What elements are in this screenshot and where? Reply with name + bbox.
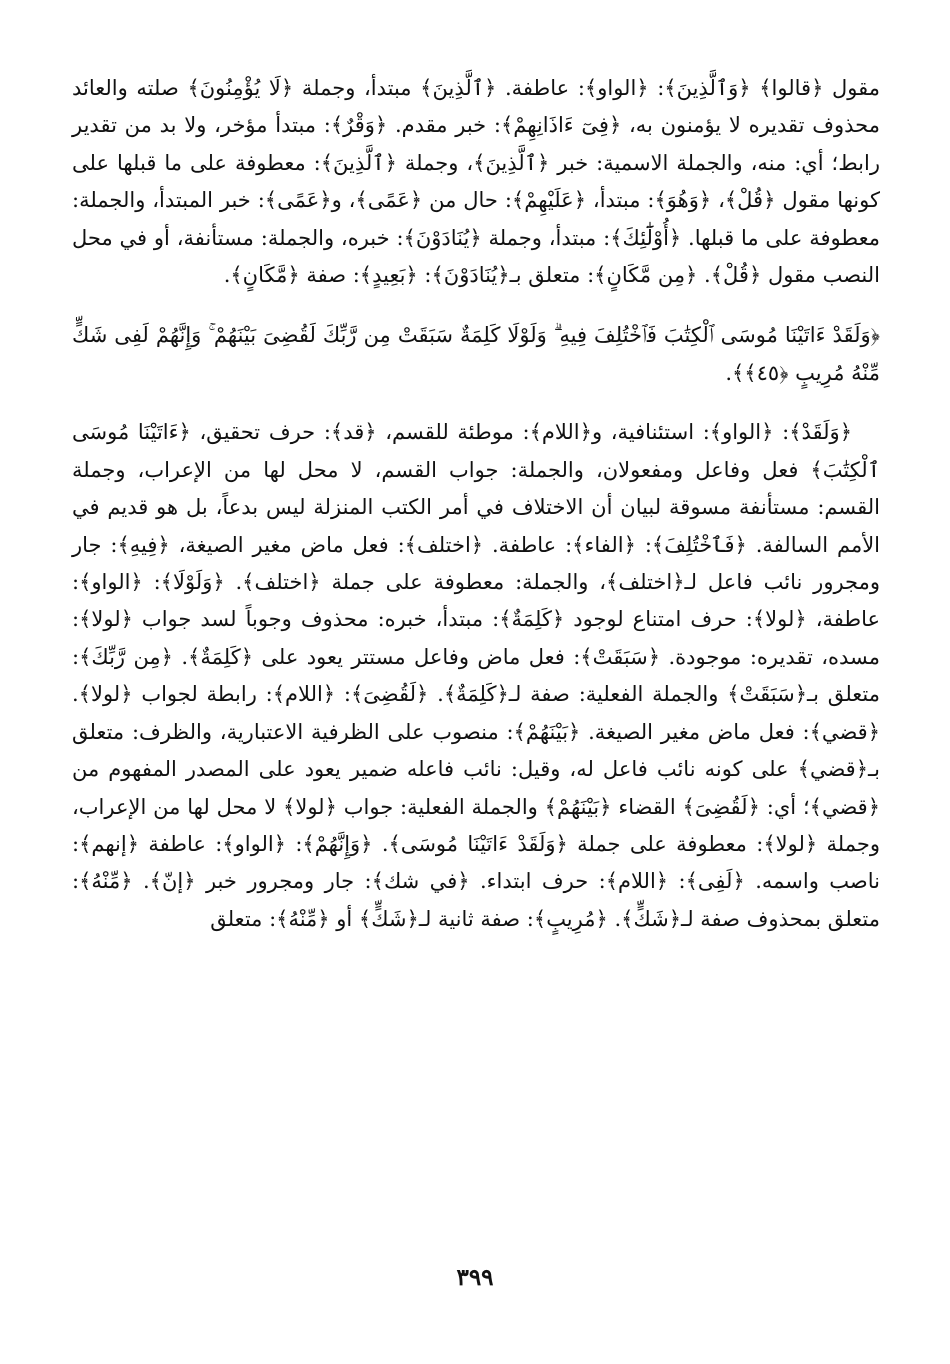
paragraph-grammar-analysis-1: مقول ﴿قالوا﴾ ﴿وَٱلَّذِينَ﴾: ﴿الواو﴾: عاطفة. ﴿ٱلَّذِينَ﴾ مبتدأ، وجملة ﴿لَا يُؤْمِنُونَ﴾ صلته والعائد محذوف تقديره لا يؤمنون به، ﴿فِىٓ ءَاذَانِهِمْ﴾: خبر مقدم. ﴿وَقْرٌ﴾: مبتدأ مؤخر، ولا بد من تقدير رابط؛ أي: منه، والجملة الاسمية: خبر ﴿ٱلَّذِينَ﴾، وجملة ﴿ٱلَّذِينَ﴾: معطوفة على ما قبلها على كونها مقول ﴿قُلْ﴾، ﴿وَهُوَ﴾: مبتدأ، ﴿عَلَيْهِمْ﴾: حال من ﴿عَمًى﴾، و﴿عَمًى﴾: خبر المبتدأ، والجملة: معطوفة على ما قبلها. ﴿أُوْلَٰٓئِكَ﴾: مبتدأ، وجملة ﴿يُنَادَوْنَ﴾: خبره، والجملة: مستأنفة، أو في محل النصب مقول ﴿قُلْ﴾. ﴿مِن مَّكَانٍ﴾: متعلق بـ﴿يُنَادَوْنَ﴾: ﴿بَعِيدٍ﴾: صفة ﴿مَّكَانٍ﴾. [72,76,880,288]
quran-verse-45: ﴿وَلَقَدْ ءَاتَيْنَا مُوسَى ٱلْكِتَٰبَ فَٱخْتُلِفَ فِيهِ ۗ وَلَوْلَا كَلِمَةٌ سَبَقَتْ مِن رَّبِّكَ لَقُضِىَ بَيْنَهُمْ ۚ وَإِنَّهُمْ لَفِى شَكٍّ مِّنْهُ مُرِيبٍ ﴿٤٥﴾﴾. [72,323,880,386]
page-body [72,70,880,938]
paragraph-grammar-analysis-2: ﴿وَلَقَدْ﴾: ﴿الواو﴾: استئنافية، و﴿اللام﴾: موطئة للقسم، ﴿قد﴾: حرف تحقيق، ﴿ءَاتَيْنَا مُوسَى ٱلْكِتَٰبَ﴾ فعل وفاعل ومفعولان، والجملة: جواب القسم، لا محل لها من الإعراب، وجملة القسم: مستأنفة مسوقة لبيان أن الاختلاف في أمر الكتب المنزلة ليس بدعاً، بل هو قديم في الأمم السالفة. ﴿فَٱخْتُلِفَ﴾: ﴿الفاء﴾: عاطفة. ﴿اختلف﴾: فعل ماض مغير الصيغة، ﴿فِيهِ﴾: جار ومجرور نائب فاعل لـ﴿اختلف﴾، والجملة: معطوفة على جملة ﴿اختلف﴾. ﴿وَلَوْلَا﴾: ﴿الواو﴾: عاطفة، ﴿لولا﴾: حرف امتناع لوجود ﴿كَلِمَةٌ﴾: مبتدأ، خبره: محذوف وجوباً لسد جواب ﴿لولا﴾: مسده، تقديره: موجودة. ﴿سَبَقَتْ﴾: فعل ماض وفاعل مستتر يعود على ﴿كَلِمَةٌ﴾. ﴿مِن رَّبِّكَ﴾: متعلق بـ﴿سَبَقَتْ﴾ والجملة الفعلية: صفة لـ﴿كَلِمَةٌ﴾. ﴿لَقُضِىَ﴾: ﴿اللام﴾: رابطة لجواب ﴿لولا﴾. ﴿قضي﴾: فعل ماض مغير الصيغة. ﴿بَيْنَهُمْ﴾: منصوب على الظرفية الاعتبارية، والظرف: متعلق بـ﴿قضي﴾ على كونه نائب فاعل له، وقيل: نائب فاعله ضمير يعود على المصدر المفهوم من ﴿قضي﴾؛ أي: ﴿لَقُضِىَ﴾ القضاء ﴿بَيْنَهُمْ﴾ والجملة الفعلية: جواب ﴿لولا﴾ لا محل لها من الإعراب، وجملة ﴿لولا﴾: معطوفة على جملة ﴿وَلَقَدْ ءَاتَيْنَا مُوسَى﴾. ﴿وَإِنَّهُمْ﴾: ﴿الواو﴾: عاطفة ﴿إنهم﴾: ناصب واسمه. ﴿لَفِى﴾: ﴿اللام﴾: حرف ابتداء. ﴿في شك﴾: جار ومجرور خبر ﴿إنّ﴾. ﴿مِّنْهُ﴾: متعلق بمحذوف صفة لـ﴿شَكٍّ﴾. ﴿مُرِيبٍ﴾: صفة ثانية لـ﴿شَكٍّ﴾ أو ﴿مِّنْهُ﴾: متعلق [72,420,880,931]
page-number: ٣٩٩ [456,1264,494,1291]
